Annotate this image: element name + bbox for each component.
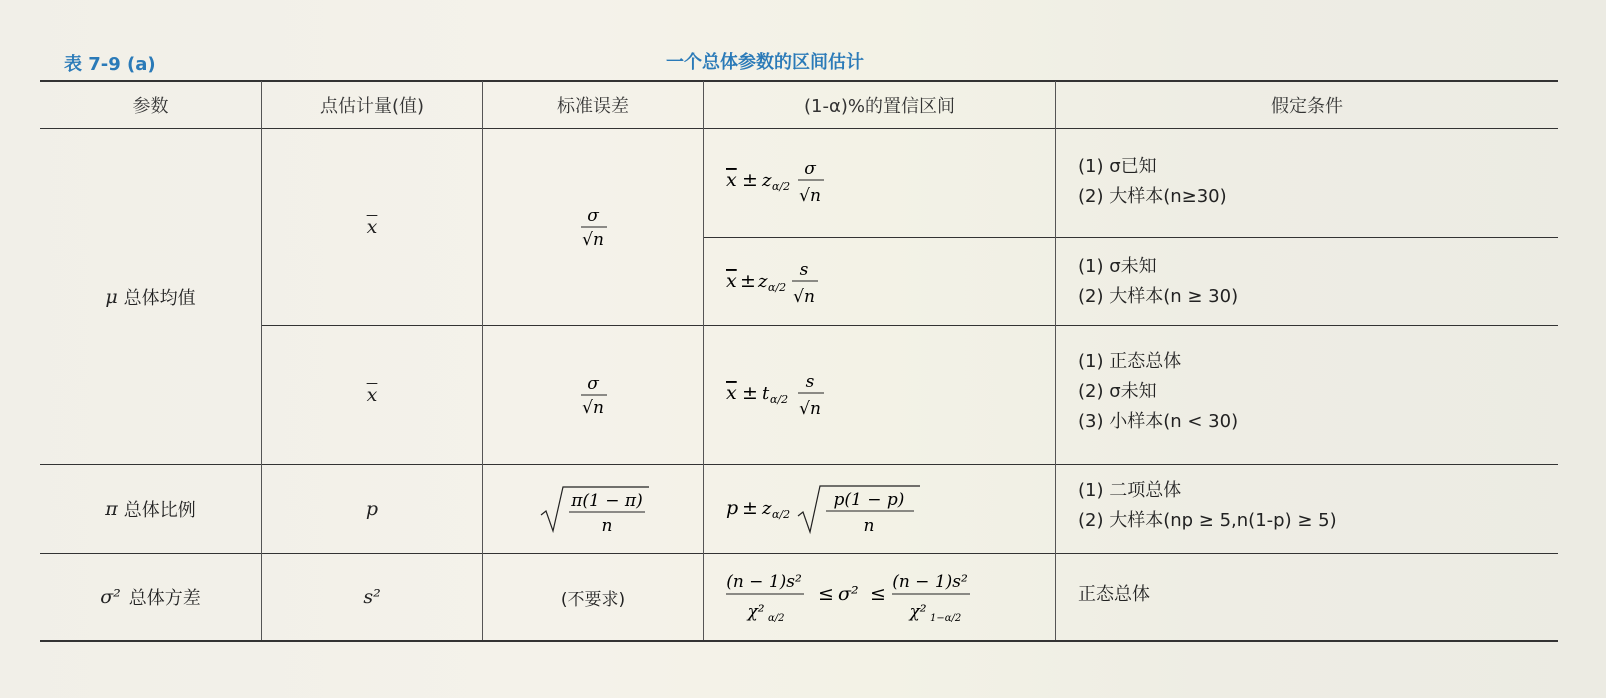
svg-text:x: x <box>726 270 737 292</box>
svg-text:p(1 − p): p(1 − p) <box>833 490 905 510</box>
svg-text:α/2: α/2 <box>772 180 791 193</box>
condition-item: (1) σ未知 <box>1078 256 1157 277</box>
se-mean-small <box>483 326 703 464</box>
xbar-symbol: $\overline{x}$ <box>366 384 378 406</box>
condition-item: (1) 正态总体 <box>1078 351 1182 372</box>
svg-text:(n − 1)s²: (n − 1)s² <box>892 572 968 592</box>
estimator-variance <box>262 554 482 640</box>
estimator-mean-small <box>262 326 482 464</box>
svg-text:±: ± <box>742 382 758 404</box>
pi-symbol: π <box>105 498 118 520</box>
condition-item: (2) 大样本(n ≥ 30) <box>1078 286 1239 307</box>
param-mean <box>40 129 261 464</box>
svg-text:±: ± <box>742 169 758 191</box>
se-proportion <box>483 465 703 553</box>
conditions-mean-3 <box>1078 347 1238 437</box>
condition-item: 正态总体 <box>1078 584 1150 605</box>
param-variance <box>40 554 261 640</box>
header-assumptions: 假定条件 <box>1271 96 1343 117</box>
condition-item: (1) 二项总体 <box>1078 480 1182 501</box>
se-not-required: (不要求) <box>560 589 626 610</box>
estimator-proportion <box>262 465 482 553</box>
condition-item: (3) 小样本(n < 30) <box>1078 411 1239 432</box>
svg-text:z: z <box>758 271 768 292</box>
param-proportion-label: 总体比例 <box>123 500 196 521</box>
svg-text:z: z <box>762 170 772 191</box>
header-confidence-interval: (1-α)%的置信区间 <box>804 96 955 117</box>
sqrt-pi-formula <box>533 479 653 539</box>
svg-text:n: n <box>601 516 613 536</box>
ci-proportion <box>724 478 934 542</box>
svg-text:s: s <box>805 372 815 392</box>
col-divider-4 <box>1055 81 1056 640</box>
condition-item: (2) 大样本(np ≥ 5,n(1-p) ≥ 5) <box>1078 510 1337 531</box>
svg-text:σ: σ <box>804 159 816 179</box>
svg-text:α/2: α/2 <box>768 281 787 294</box>
svg-text:σ: σ <box>587 206 599 226</box>
svg-text:√n: √n <box>582 398 604 418</box>
se-variance <box>483 554 703 640</box>
conditions-proportion <box>1078 476 1337 536</box>
condition-item: (2) 大样本(n≥30) <box>1078 186 1227 207</box>
ci-mean-z-s <box>724 256 844 316</box>
svg-text:χ²: χ² <box>747 602 765 622</box>
table-title: 一个总体参数的区间估计 <box>666 52 864 73</box>
header-parameter: 参数 <box>132 96 169 117</box>
svg-text:s: s <box>799 260 809 280</box>
svg-text:σ²: σ² <box>838 583 859 605</box>
estimator-mean-large <box>262 129 482 325</box>
ci-mean-t-s <box>724 368 844 428</box>
condition-item: (1) σ已知 <box>1078 156 1157 177</box>
svg-text:t: t <box>762 383 770 404</box>
svg-text:σ: σ <box>587 374 599 394</box>
param-variance-label: 总体方差 <box>128 588 201 609</box>
svg-text:(n − 1)s²: (n − 1)s² <box>726 572 802 592</box>
svg-text:z: z <box>762 498 772 519</box>
conditions-variance <box>1078 580 1150 610</box>
svg-text:α/2: α/2 <box>772 508 791 521</box>
condition-item: (2) σ未知 <box>1078 381 1157 402</box>
mu-symbol: μ <box>105 285 118 308</box>
svg-text:±: ± <box>740 270 756 292</box>
table-number: 表 7-9 (a) <box>64 54 156 75</box>
sigma-squared-symbol: σ² <box>100 586 121 608</box>
svg-text:1−α/2: 1−α/2 <box>930 613 962 624</box>
svg-text:±: ± <box>742 497 758 519</box>
ci-variance <box>724 563 1004 631</box>
xbar-symbol: $\overline{x}$ <box>366 216 378 238</box>
sigma-over-sqrt-n-formula <box>573 370 613 420</box>
s-squared-symbol: s² <box>363 586 381 608</box>
conditions-mean-1 <box>1078 152 1227 212</box>
svg-text:x: x <box>726 169 737 191</box>
param-proportion <box>40 465 261 553</box>
ci-mean-z-sigma <box>724 155 844 215</box>
svg-text:χ²: χ² <box>909 602 927 622</box>
p-symbol: p <box>365 498 379 520</box>
svg-text:√n: √n <box>793 287 815 307</box>
param-mean-label: 总体均值 <box>123 287 196 309</box>
se-mean-large <box>483 129 703 325</box>
svg-text:p: p <box>726 497 739 519</box>
svg-text:≤: ≤ <box>870 583 886 605</box>
svg-text:n: n <box>863 516 875 536</box>
svg-text:x: x <box>726 382 737 404</box>
svg-text:α/2: α/2 <box>770 393 789 406</box>
bottom-rule <box>40 640 1558 642</box>
svg-text:√n: √n <box>582 230 604 250</box>
header-standard-error: 标准误差 <box>557 96 629 117</box>
header-point-estimator: 点估计量(值) <box>319 96 425 117</box>
svg-text:α/2: α/2 <box>768 613 785 624</box>
conditions-mean-2 <box>1078 252 1238 312</box>
svg-text:π(1 − π): π(1 − π) <box>571 491 643 511</box>
svg-text:≤: ≤ <box>818 583 834 605</box>
sigma-over-sqrt-n-formula <box>573 202 613 252</box>
rule-mean-sub1 <box>703 237 1558 238</box>
col-divider-3 <box>703 81 704 640</box>
svg-text:√n: √n <box>799 186 821 206</box>
svg-text:√n: √n <box>799 399 821 419</box>
